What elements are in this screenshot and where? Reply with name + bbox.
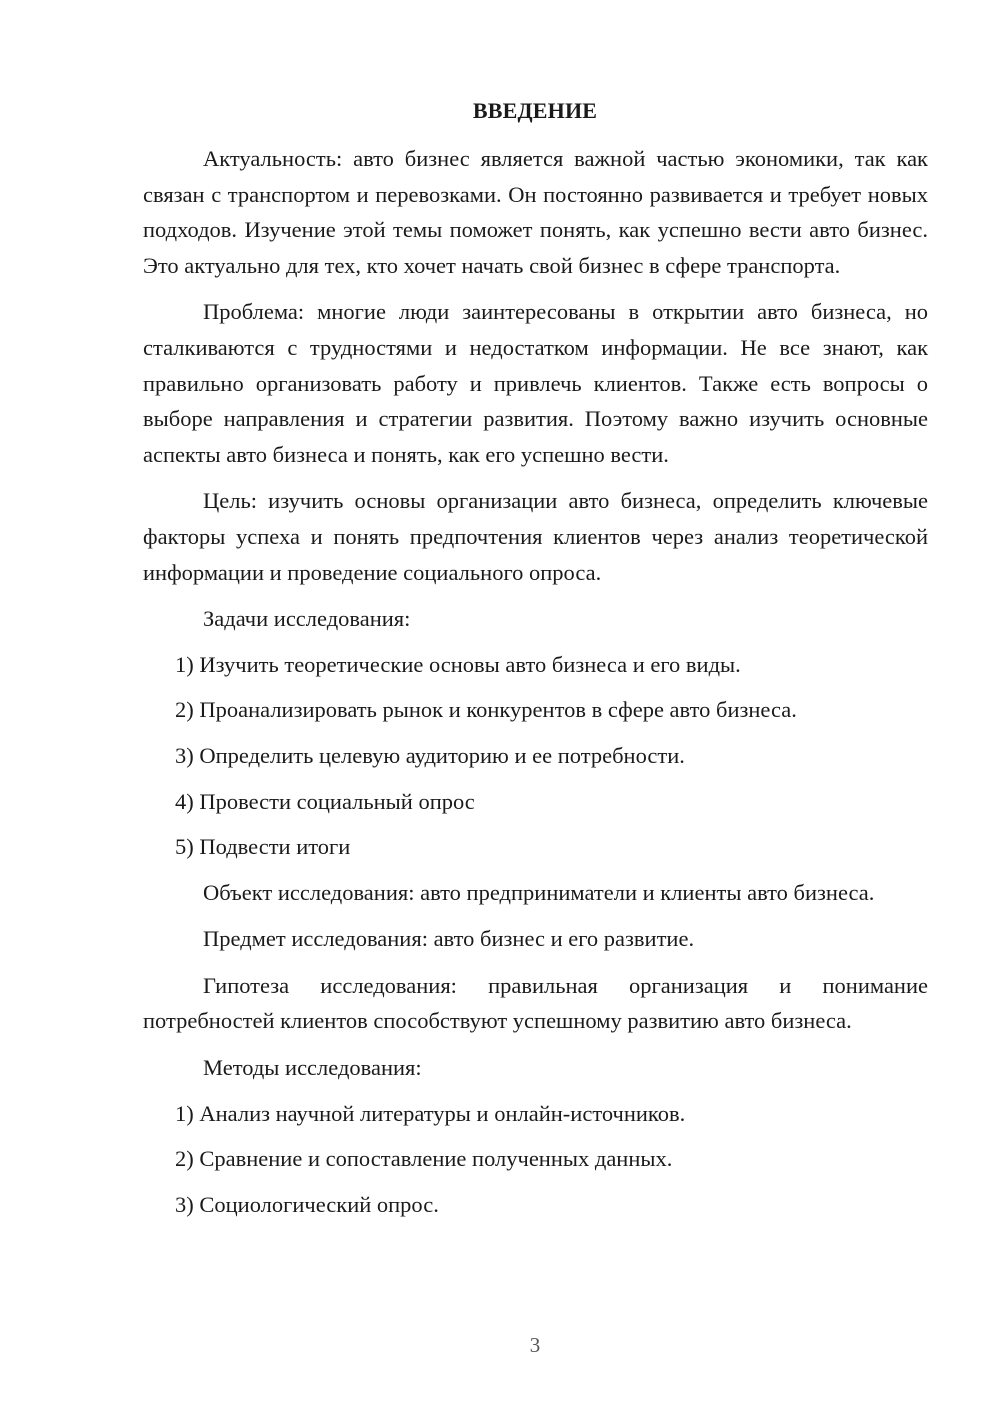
list-item: 4) Провести социальный опрос: [175, 788, 475, 814]
methods-heading: Методы исследования:: [203, 1055, 422, 1081]
list-item: 3) Социологический опрос.: [175, 1191, 439, 1217]
tasks-list: [143, 647, 928, 865]
tasks-heading: Задачи исследования:: [203, 606, 411, 632]
list-item: 5) Подвести итоги: [175, 834, 351, 860]
paragraph-problem: Проблема: многие люди заинтересованы в открытии авто бизнеса, но сталкиваются с трудностями и недостатком информации. Не все знают, как правильно организовать работу и привлечь клиентов. Также есть вопросы о выборе направления и стратегии развития. Поэтому важно изучить основные аспекты авто бизнеса и понять, как его успешно вести.: [143, 299, 928, 467]
page-title: ВВЕДЕНИЕ: [472, 98, 598, 123]
methods-list: [143, 1096, 928, 1223]
paragraph-hypothesis: Гипотеза исследования: правильная организация и понимание потребностей клиентов способствуют успешному развитию авто бизнеса.: [143, 972, 928, 1034]
paragraph-subject: Предмет исследования: авто бизнес и его развитие.: [203, 926, 695, 952]
list-item: 1) Анализ научной литературы и онлайн-источников.: [175, 1100, 686, 1126]
page-number: 3: [529, 1333, 541, 1357]
document-body: [143, 141, 928, 1232]
list-item: 2) Сравнение и сопоставление полученных данных.: [175, 1146, 673, 1172]
paragraph-relevance: Актуальность: авто бизнес является важной частью экономики, так как связан с транспортом и перевозками. Он постоянно развивается и требует новых подходов. Изучение этой темы поможет понять, как успешно вести авто бизнес. Это актуально для тех, кто хочет начать свой бизнес в сфере транспорта.: [143, 146, 928, 278]
paragraph-goal: Цель: изучить основы организации авто бизнеса, определить ключевые факторы успеха и понять предпочтения клиентов через анализ теоретической информации и проведение социального опроса.: [143, 488, 928, 585]
paragraph-object: Объект исследования: авто предприниматели и клиенты авто бизнеса.: [203, 879, 875, 905]
list-item: 2) Проанализировать рынок и конкурентов в сфере авто бизнеса.: [175, 697, 797, 723]
list-item: 3) Определить целевую аудиторию и ее потребности.: [175, 742, 685, 768]
list-item: 1) Изучить теоретические основы авто бизнеса и его виды.: [175, 651, 741, 677]
